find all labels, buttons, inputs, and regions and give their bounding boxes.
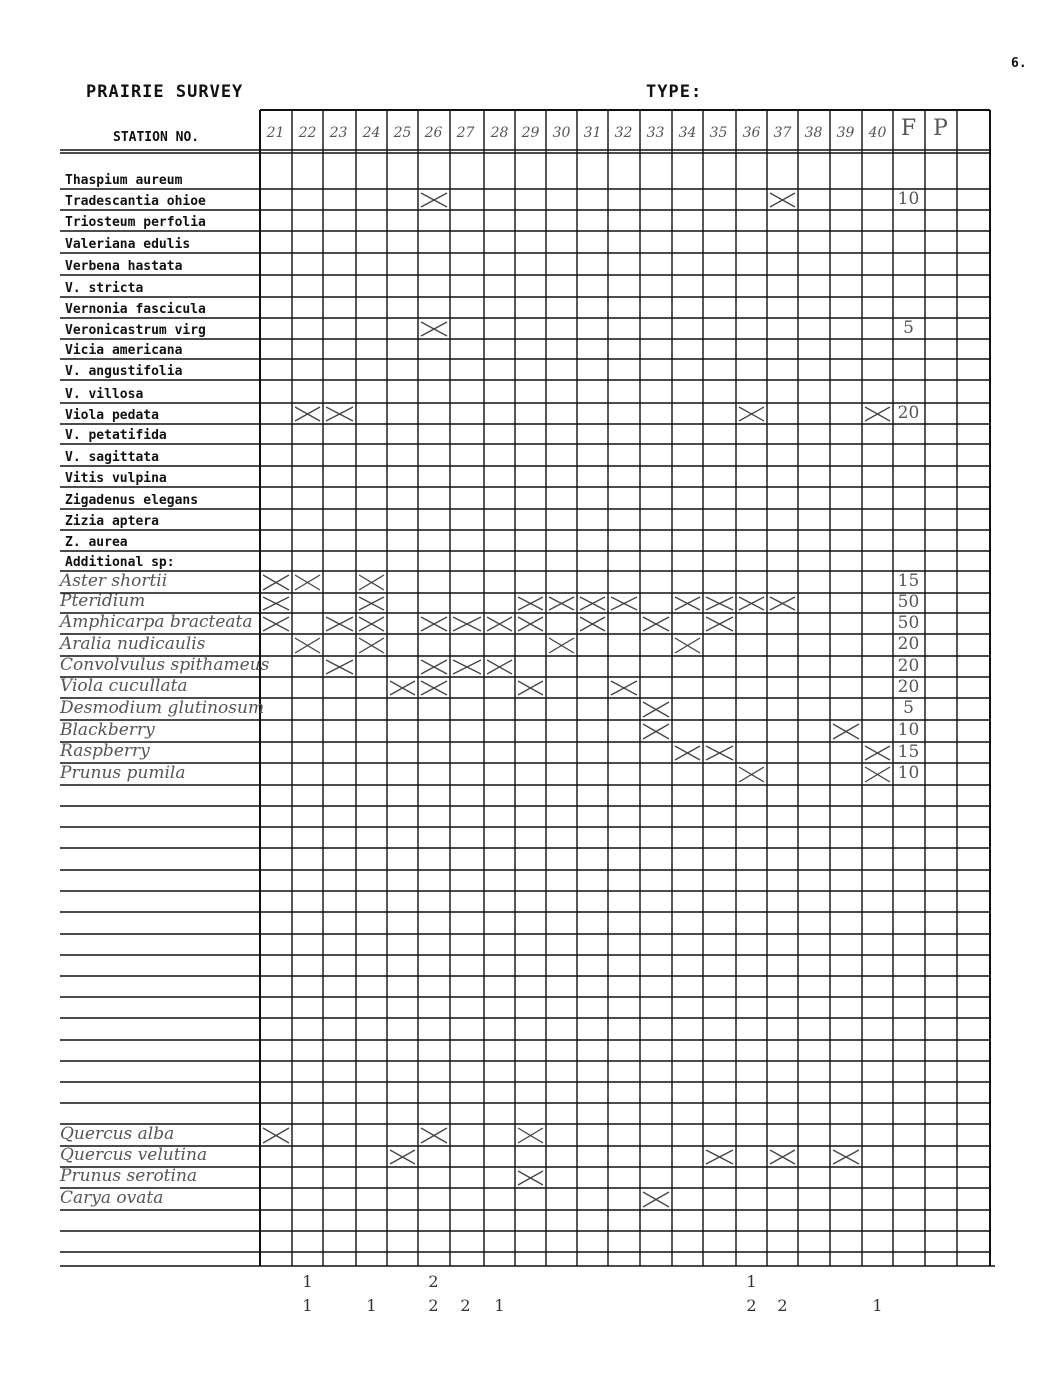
presence-mark (580, 617, 605, 631)
presence-mark (739, 767, 764, 782)
station-number: 24 (362, 125, 381, 141)
p-column-header: P (933, 116, 948, 141)
frequency-value: 10 (897, 188, 920, 209)
frequency-value: 20 (897, 634, 920, 654)
presence-mark (295, 407, 320, 421)
page-number: 6. (1011, 56, 1027, 71)
presence-mark (421, 193, 447, 207)
station-number: 35 (709, 125, 728, 141)
presence-mark (421, 681, 447, 695)
additional-species-name: Prunus pumila (60, 763, 186, 783)
presence-mark (739, 407, 764, 421)
presence-mark (295, 638, 320, 653)
presence-mark (675, 597, 700, 610)
species-name: Tradescantia ohioe (65, 194, 206, 209)
station-number: 22 (298, 125, 317, 141)
additional-species-name: Blackberry (60, 720, 155, 740)
presence-mark (263, 617, 289, 631)
frequency-value: 10 (897, 720, 920, 740)
station-tally: 1 (302, 1296, 313, 1315)
presence-mark (359, 638, 384, 653)
species-name: Verbena hastata (65, 259, 183, 274)
species-name: V. angustifolia (65, 364, 183, 379)
presence-mark (865, 767, 890, 782)
frequency-value: 20 (897, 676, 920, 697)
presence-mark (326, 660, 353, 674)
presence-mark (518, 617, 543, 631)
presence-mark (359, 597, 384, 610)
station-number: 39 (836, 125, 855, 141)
frequency-value: 10 (897, 763, 920, 783)
tree-species-name: Carya ovata (60, 1188, 164, 1208)
presence-mark (549, 597, 574, 610)
presence-mark (518, 597, 543, 610)
species-name: Z. aurea (65, 535, 128, 550)
presence-mark (359, 617, 384, 631)
presence-mark (706, 617, 733, 631)
presence-mark (770, 1150, 795, 1164)
presence-mark (295, 575, 320, 590)
station-number: 21 (266, 125, 285, 141)
presence-mark (643, 702, 669, 717)
station-number: 23 (329, 125, 348, 141)
presence-mark (263, 575, 289, 590)
species-name: Vernonia fascicula (65, 302, 206, 317)
presence-mark (453, 660, 481, 674)
station-number: 37 (773, 125, 792, 141)
tree-species-name: Quercus velutina (60, 1145, 208, 1165)
presence-mark (833, 724, 859, 739)
presence-mark (770, 597, 795, 610)
species-name: Viola pedata (65, 408, 159, 423)
presence-mark (611, 681, 637, 695)
presence-mark (770, 193, 795, 207)
station-number: 34 (678, 125, 697, 141)
station-number: 30 (552, 125, 571, 141)
presence-mark (263, 597, 289, 610)
presence-mark (487, 617, 512, 631)
presence-mark (518, 681, 543, 695)
frequency-value: 15 (897, 741, 920, 762)
station-tally: 2 (428, 1296, 439, 1315)
species-name: V. petatifida (65, 428, 167, 443)
frequency-value: 20 (897, 655, 920, 676)
station-tally: 2 (777, 1296, 788, 1315)
presence-mark (421, 1128, 447, 1143)
presence-mark (453, 617, 481, 631)
tree-species-name: Prunus serotina (60, 1166, 198, 1186)
station-number: 25 (393, 125, 412, 141)
station-number: 27 (456, 125, 475, 141)
station-tally: 1 (872, 1296, 883, 1315)
additional-species-name: Aster shortii (60, 571, 168, 591)
presence-mark (326, 617, 353, 631)
additional-species-name: Amphicarpa bracteata (60, 612, 253, 632)
species-name: V. villosa (65, 387, 144, 402)
station-tally: 1 (302, 1272, 313, 1291)
species-name: Zizia aptera (65, 514, 159, 529)
presence-mark (487, 660, 512, 674)
species-name: Valeriana edulis (65, 237, 191, 252)
frequency-value: 5 (903, 317, 914, 338)
presence-mark (611, 597, 637, 610)
frequency-value: 5 (903, 698, 914, 718)
presence-mark (518, 1128, 543, 1143)
presence-mark (706, 746, 733, 760)
station-number: 26 (424, 125, 443, 141)
presence-mark (706, 1150, 733, 1164)
additional-species-label: Additional sp: (65, 555, 175, 570)
station-tally: 2 (460, 1296, 471, 1315)
station-tally: 1 (366, 1296, 377, 1315)
frequency-column-header: F (900, 116, 917, 141)
species-name: Thaspium aureum (65, 173, 183, 188)
presence-mark (390, 681, 415, 695)
presence-mark (865, 407, 890, 421)
presence-mark (518, 1171, 543, 1185)
species-name: Vitis vulpina (65, 471, 167, 486)
station-number: 36 (742, 125, 761, 141)
station-tally: 2 (428, 1272, 439, 1291)
tree-species-name: Quercus alba (60, 1124, 175, 1144)
presence-mark (326, 407, 353, 421)
station-tally: 1 (494, 1296, 505, 1315)
station-number: 28 (490, 125, 509, 141)
station-number-label: STATION NO. (113, 130, 200, 145)
species-name: Vicia americana (65, 343, 183, 358)
species-name: Zigadenus elegans (65, 493, 199, 508)
additional-species-name: Raspberry (60, 741, 150, 761)
frequency-value: 15 (897, 571, 920, 591)
presence-mark (263, 1128, 289, 1143)
station-number: 33 (646, 125, 665, 141)
station-number: 40 (868, 125, 887, 141)
presence-mark (833, 1150, 859, 1164)
station-tally: 2 (746, 1296, 757, 1315)
species-name: Triosteum perfolia (65, 215, 206, 230)
station-number: 31 (583, 125, 602, 141)
species-name: Veronicastrum virg (65, 323, 206, 338)
additional-species-name: Viola cucullata (60, 676, 188, 696)
presence-mark (643, 724, 669, 739)
additional-species-name: Convolvulus spithameus (60, 655, 270, 675)
page-title: PRAIRIE SURVEY (86, 82, 244, 102)
type-label: TYPE: (646, 82, 703, 102)
presence-mark (580, 597, 605, 610)
additional-species-name: Aralia nudicaulis (60, 634, 206, 654)
presence-mark (549, 638, 574, 653)
presence-mark (643, 1192, 669, 1207)
species-name: V. stricta (65, 281, 144, 296)
presence-mark (421, 617, 447, 631)
station-number: 29 (521, 125, 540, 141)
presence-mark (675, 746, 700, 760)
presence-mark (390, 1150, 415, 1164)
presence-mark (643, 617, 669, 631)
presence-mark (675, 638, 700, 653)
frequency-value: 20 (897, 402, 920, 423)
presence-mark (739, 597, 764, 610)
station-tally: 1 (746, 1272, 757, 1291)
presence-mark (706, 597, 733, 610)
frequency-value: 50 (897, 612, 920, 633)
presence-mark (421, 660, 447, 674)
station-number: 38 (804, 125, 823, 141)
frequency-value: 50 (897, 592, 920, 612)
additional-species-name: Pteridium (60, 591, 146, 611)
additional-species-name: Desmodium glutinosum (60, 698, 265, 718)
presence-mark (359, 575, 384, 590)
presence-mark (421, 322, 447, 336)
station-number: 32 (614, 125, 633, 141)
species-name: V. sagittata (65, 450, 159, 465)
presence-mark (865, 746, 890, 760)
